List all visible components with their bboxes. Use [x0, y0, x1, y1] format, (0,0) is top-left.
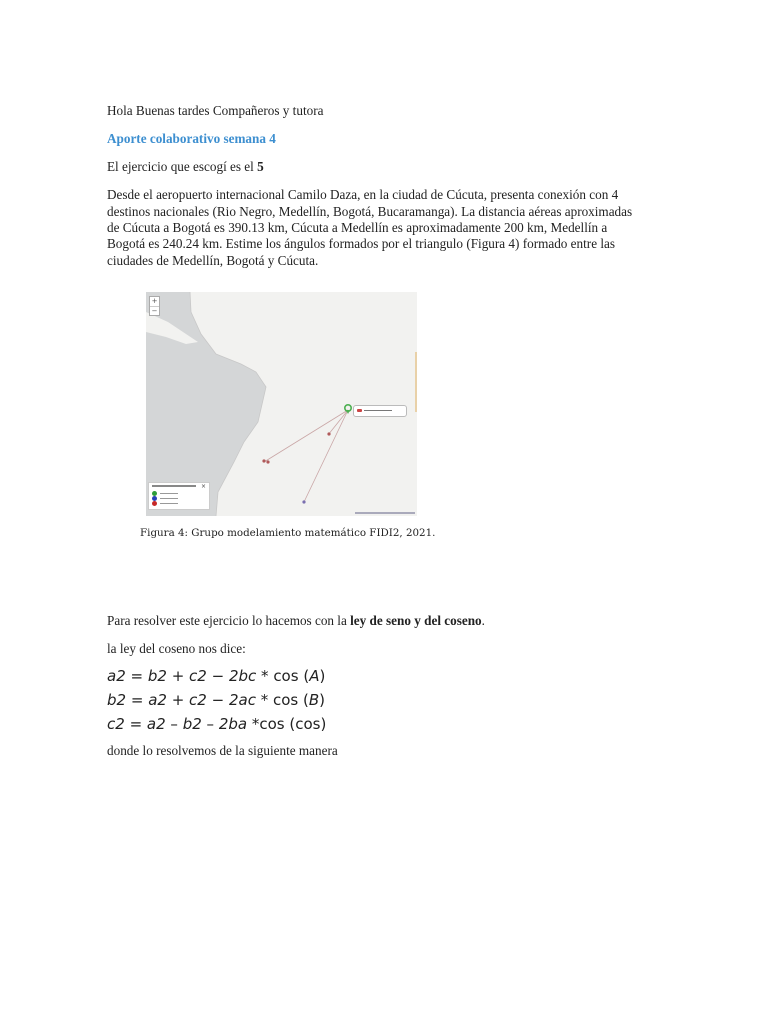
greeting-line: Hola Buenas tardes Compañeros y tutora [107, 103, 324, 118]
airport-popup [353, 405, 407, 417]
map-legend [148, 482, 210, 510]
section-heading: Aporte colaborativo semana 4 [107, 131, 276, 146]
solution-suffix: . [481, 613, 485, 628]
zoom-control[interactable] [149, 296, 160, 316]
zoom-out-button[interactable]: − [151, 307, 158, 315]
solution-bold: ley de seno y del coseno [350, 613, 482, 628]
exercise-number: 5 [257, 159, 264, 174]
figure-caption: Figura 4: Grupo modelamiento matemático FIDI2, 2021. [140, 527, 436, 539]
equation-c: c2 = a2 – b2 – 2ba *cos (cos) [107, 715, 327, 733]
solution-prefix: Para resolver este ejercicio lo hacemos con la [107, 613, 351, 628]
equation-b: b2 = a2 + c2 − 2ac * cos (B) [107, 691, 326, 709]
zoom-in-button[interactable]: + [151, 297, 158, 305]
problem-line: ciudades de Medellín, Bogotá y Cúcuta. [107, 253, 319, 268]
city-marker [262, 459, 265, 462]
closing-line: donde lo resolvemos de la siguiente manera [107, 743, 338, 758]
land-mass [190, 292, 417, 516]
city-marker [302, 500, 305, 503]
equation-a: a2 = b2 + c2 − 2bc * cos (A) [107, 667, 326, 685]
exercise-line [107, 159, 264, 176]
map-figure [146, 292, 417, 516]
cosine-intro: la ley del coseno nos dice: [107, 641, 246, 656]
close-icon[interactable]: × [200, 483, 206, 490]
problem-line: destinos nacionales (Rio Negro, Medellín, Bogotá, Bucaramanga). La distancia aéreas aproximadas [107, 204, 633, 219]
city-marker [266, 460, 269, 463]
problem-line: Desde el aeropuerto internacional Camilo Daza, en la ciudad de Cúcuta, presenta conexión con 4 [107, 187, 619, 202]
problem-line: de Cúcuta a Bogotá es 390.13 km, Cúcuta a Medellín es aproximadamente 200 km, Medellín a [107, 220, 608, 235]
map-attribution [355, 512, 415, 514]
problem-line: Bogotá es 240.24 km. Estime los ángulos formados por el triangulo (Figura 4) formado entre las [107, 236, 615, 251]
solution-intro [107, 613, 485, 630]
exercise-prefix: El ejercicio que escogí es el [107, 159, 258, 174]
city-marker [327, 432, 330, 435]
land-mass [146, 312, 198, 344]
